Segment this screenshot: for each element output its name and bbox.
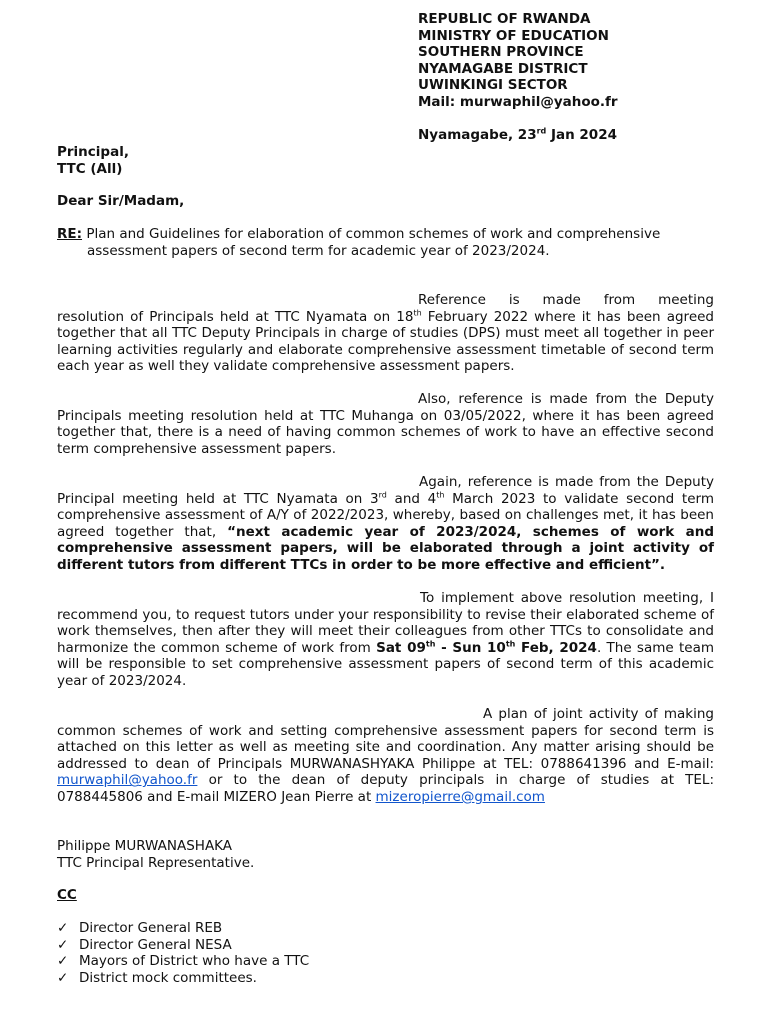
cc-label: CC bbox=[57, 887, 77, 903]
paragraph-5: A plan of joint activity of making common schemes of work and setting comprehensive assessment papers for second term is attached on this letter as well as meeting site and coordination. Any matter arising should be addressed to dean of Principals MURWANASHYAKA Philippe at TEL: 0788641396 and E-mail: murwaphil@yahoo.fr or to the dean of deputy principals in charge of studies at TEL: 0788445806 and E-mail MIZERO Jean Pierre at mizeropierre@gmail.com bbox=[57, 706, 714, 805]
checkmark-icon: ✓ bbox=[57, 920, 69, 936]
email-link-mizeropierre[interactable]: mizeropierre@gmail.com bbox=[375, 788, 545, 805]
checkmark-icon: ✓ bbox=[57, 936, 69, 953]
checkmark-icon: ✓ bbox=[57, 969, 69, 986]
addressee bbox=[57, 144, 129, 177]
paragraph-3: Again, reference is made from the Deputy Principal meeting held at TTC Nyamata on 3rd and 4th March 2023 to validate second term comprehensive assessment of A/Y of 2022/2023, whereby, based on challenges met, it has been agreed together that, “next academic year of 2023/2024, schemes of work and comprehensive assessment papers, will be elaborated through a joint activity of different tutors from different TTCs in order to be more effective and efficient”. bbox=[57, 474, 714, 573]
signatory-title: TTC Principal Representative. bbox=[57, 854, 255, 871]
list-item: ✓ Director General REB bbox=[57, 920, 223, 936]
paragraph-4: To implement above resolution meeting, I recommend you, to request tutors under your responsibility to revise their elaborated scheme of work themselves, then after they will meet their colleagues from other TTCs to consolidate and harmonize the common scheme of work from Sat 09th - Sun 10th Feb, 2024. The same team will be responsible to set comprehensive assessment papers of second term of this academic year of 2023/2024. bbox=[57, 590, 714, 689]
addressee-line: TTC (All) bbox=[57, 160, 123, 177]
letterhead bbox=[418, 11, 618, 111]
letter-date: Nyamagabe, 23rd Jan 2024 bbox=[418, 126, 617, 143]
addressee-line: Principal, bbox=[57, 144, 129, 160]
subject-label: RE: bbox=[57, 226, 83, 242]
letterhead-line: REPUBLIC OF RWANDA bbox=[418, 11, 591, 27]
list-item: ✓ Director General NESA bbox=[57, 936, 232, 953]
subject-text: Plan and Guidelines for elaboration of common schemes of work and comprehensive assessment papers of second term for academic year of 2023/2024. bbox=[86, 226, 661, 259]
paragraph-2: Also, reference is made from the Deputy Principals meeting resolution held at TTC Muhanga on 03/05/2022, where it has been agreed together that, there is a need of having common schemes of work to have an effective second term comprehensive assessment papers. bbox=[57, 391, 714, 457]
letterhead-mail: Mail: murwaphil@yahoo.fr bbox=[418, 93, 618, 110]
letterhead-line: MINISTRY OF EDUCATION bbox=[418, 27, 609, 44]
letterhead-line: SOUTHERN PROVINCE bbox=[418, 44, 584, 61]
cc-list bbox=[57, 920, 309, 986]
subject-line bbox=[57, 226, 717, 259]
meeting-dates: Sat 09th - Sun 10th Feb, 2024 bbox=[376, 639, 597, 656]
email-link-murwaphil[interactable]: murwaphil@yahoo.fr bbox=[57, 772, 198, 789]
letterhead-line: UWINKINGI SECTOR bbox=[418, 77, 568, 94]
list-item: ✓ District mock committees. bbox=[57, 969, 257, 986]
paragraph-1: Reference is made from meeting resolution of Principals held at TTC Nyamata on 18th February 2022 where it has been agreed together that all TTC Deputy Principals in charge of studies (DPS) must meet all together in peer learning activities regularly and elaborate comprehensive assessment timetable of second term each year as well they validate comprehensive assessment papers. bbox=[57, 292, 714, 375]
list-item: ✓ Mayors of District who have a TTC bbox=[57, 953, 310, 970]
checkmark-icon: ✓ bbox=[57, 953, 69, 970]
signature-block bbox=[57, 838, 254, 871]
greeting: Dear Sir/Madam, bbox=[57, 193, 185, 209]
resolution-quote: “next academic year of 2023/2024, schemes of work and comprehensive assessment papers, will be elaborated through a joint activity of different tutors from different TTCs in order to be more effective and efficient”. bbox=[57, 523, 714, 573]
mail-address: murwaphil@yahoo.fr bbox=[459, 93, 618, 110]
signatory-name: Philippe MURWANASHAKA bbox=[57, 838, 233, 854]
letterhead-line: NYAMAGABE DISTRICT bbox=[418, 60, 588, 77]
